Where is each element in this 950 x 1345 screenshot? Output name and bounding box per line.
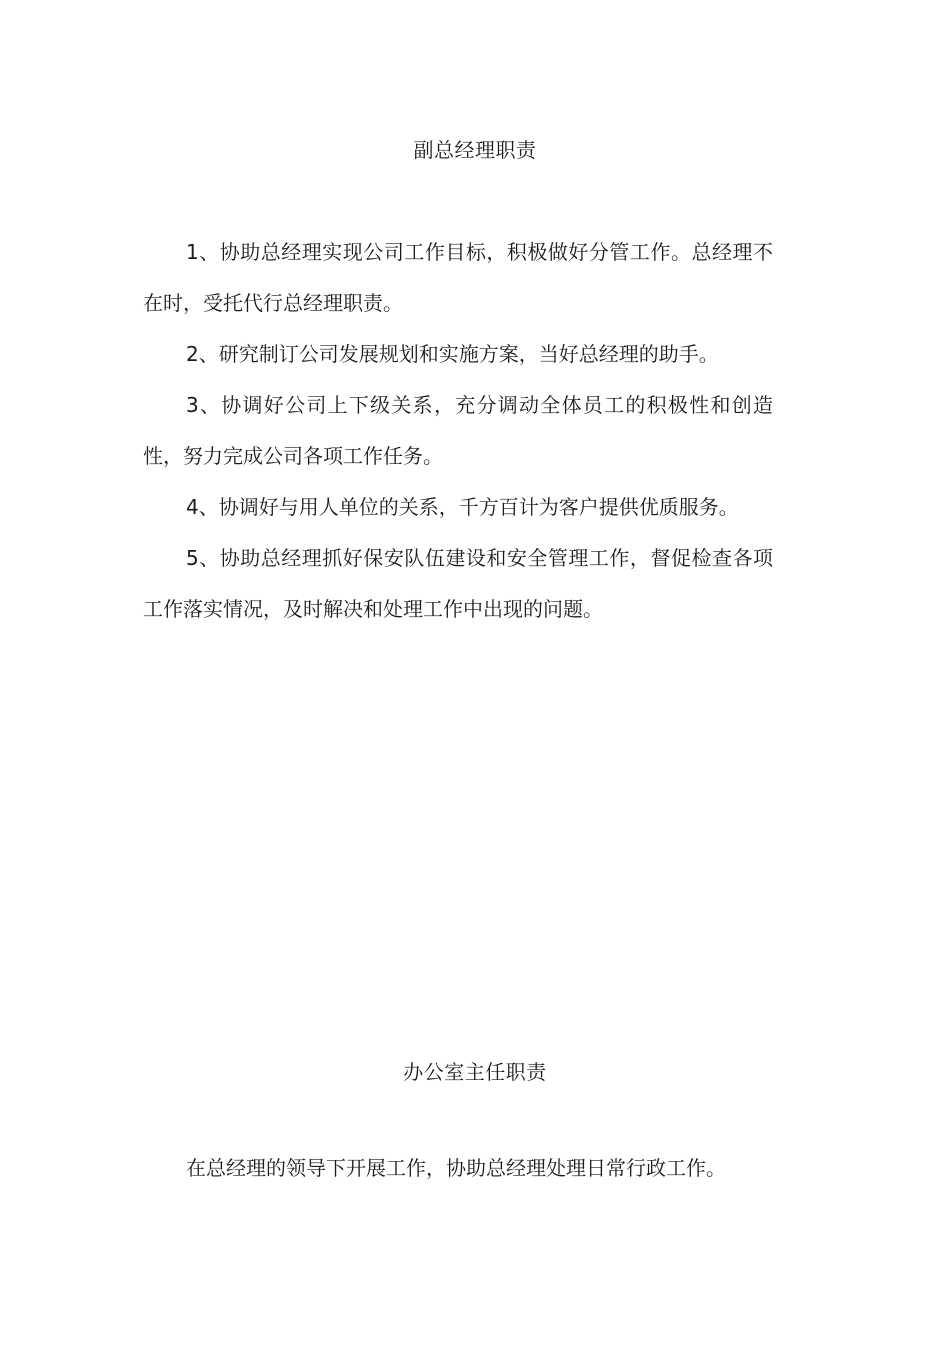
paragraph-item-5: 5、协助总经理抓好保安队伍建设和安全管理工作，督促检查各项工作落实情况，及时解决和处理工作中出现的问题。	[143, 546, 773, 621]
section-title-office-director: 办公室主任职责	[403, 1060, 547, 1084]
paragraph-office-director: 在总经理的领导下开展工作，协助总经理处理日常行政工作。	[186, 1156, 726, 1180]
section-body-deputy-gm	[143, 227, 773, 635]
section-body-office-director	[143, 1143, 773, 1194]
section-title-deputy-gm: 副总经理职责	[413, 138, 537, 162]
paragraph-item-4: 4、协调好与用人单位的关系，千方百计为客户提供优质服务。	[186, 495, 739, 519]
paragraph-item-1: 1、协助总经理实现公司工作目标，积极做好分管工作。总经理不在时，受托代行总经理职责。	[143, 240, 773, 315]
paragraph-item-2: 2、研究制订公司发展规划和实施方案，当好总经理的助手。	[186, 342, 719, 366]
paragraph-item-3: 3、协调好公司上下级关系，充分调动全体员工的积极性和创造性，努力完成公司各项工作任务。	[143, 393, 773, 468]
